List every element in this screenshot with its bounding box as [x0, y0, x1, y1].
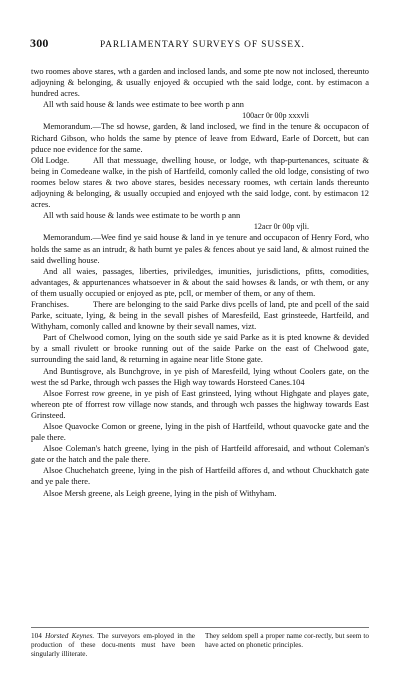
paragraph: Alsoe Forrest row greene, in ye pish of East grinsteed, lying wthout Highgate and playes gate, whereon pte of fforrest row village now stands, and through wch passes the highway towards East Grinsteed.	[31, 388, 369, 420]
paragraph: And all waies, passages, liberties, priviledges, imunities, jurisdictions, pfitts, comodities, advantages, & appurtenances whatsoever in & about the said howses & lands, or wth them, or any of them usually occupied or enjoyed as pte, pcll, or member of them, or any of them.	[31, 266, 369, 298]
paragraph: And Buntisgrove, als Bunchgrove, in ye pish of Maresfeild, lying wthout Coolers gate, on the west the sd Parke, through wch passes the High way towards Horsteed Canes.104	[31, 366, 369, 387]
paragraph: Alsoe Mersh greene, als Leigh greene, lying in the pish of Withyham.	[43, 488, 277, 498]
paragraph: All that messuage, dwelling house, or lodge, wth thap-purtenances, scituate & being in Comedeane walke, in the pish of Hartfeild, comonly called the old lodge, consisting of two roomes below stares & two above stares, besides necessary roomes, wth certain lands thereunto adjoyning & belonging, & usually occupied and enjoyed wth the said lodge, cont. by estimacon 12 acres.	[31, 155, 369, 210]
section-heading-franchises: Franchises.	[31, 299, 69, 309]
franchises-section	[31, 299, 369, 332]
footnote-title: Horsted Keynes.	[45, 632, 95, 640]
footnote-marker: 104	[31, 632, 42, 640]
paragraph: Alsoe Coleman's hatch greene, lying in the pish of Hartfeild afforesaid, and wthout Coleman's gate or the hatch and the pale there.	[31, 444, 369, 465]
paragraph: All wth said house & lands wee estimate to bee worth p ann	[43, 100, 244, 110]
paragraph: There are belonging to the said Parke divs pcells of land, pte and pcell of the said Parke, scituate, lying, & being in the sevall pishes of Maresfeild, East grinsteede, Hartfeild, and Withyham, comonly called and knowne by their sevall names, vizt.	[31, 299, 369, 332]
paragraph: Part of Chelwood comon, lying on the south side ye said Parke as it is pted knowne & devided by a small rivulett or brooke running out of the saide Parke on the east of Chelwood gate, surrounding the said land, & returning in againe near litle Stone gate.	[31, 333, 369, 365]
paragraph: Alsoe Quavocke Comon or greene, lying in the pish of Hartfeild, wthout quavocke gate and the pale there.	[31, 422, 369, 443]
running-title: PARLIAMENTARY SURVEYS OF SUSSEX.	[100, 40, 305, 50]
page-number: 300	[30, 36, 49, 50]
footnote-right-column	[205, 632, 369, 650]
footnote-left-column	[31, 632, 195, 659]
footnote-rule	[31, 627, 369, 628]
measurement-line: 100acr 0r 00p xxxvli	[242, 111, 309, 121]
paragraph: All wth said house & lands wee estimate to be worth p ann	[43, 211, 241, 221]
page-body	[31, 66, 369, 499]
paragraph: Alsoe Chuchehatch greene, lying in the pish of Hartfeild affores d, and wthout Chuckhatch gate and ye pale there.	[31, 466, 369, 487]
page-header	[30, 38, 370, 52]
footnote-left-text: The surveyors em-ployed in the production of these docu-ments must have been singularly illiterate.	[31, 632, 196, 658]
paragraph: Memorandum.—Wee find ye said house & land in ye tenure and occupacon of Henry Ford, who holds the same as an intrudr, & hath burnt ye pales & fences about ye said land, & almost ruined the said dwelling house.	[31, 233, 369, 265]
measurement-line: 12acr 0r 00p vjli.	[253, 222, 309, 232]
old-lodge-section	[31, 155, 369, 210]
paragraph: two roomes above stares, wth a garden and inclosed lands, and some pte now not inclosed, thereunto adjoyning & belonging, & usually enjoyed & occupied wth the said lodge, cont. by estimacon a hundred acres.	[31, 67, 369, 99]
paragraph: Memorandum.—The sd howse, garden, & land inclosed, we find in the tenure & occupacon of Richard Gibson, who holds the same by ptence of leave from Edward, Earle of Dorcett, but can pduce noe evidence for the same.	[31, 122, 369, 154]
footnote-right-text: They seldom spell a proper name cor-rectly, but seem to have acted on phonetic principles.	[205, 632, 369, 649]
section-heading-old-lodge: Old Lodge.	[31, 155, 70, 165]
